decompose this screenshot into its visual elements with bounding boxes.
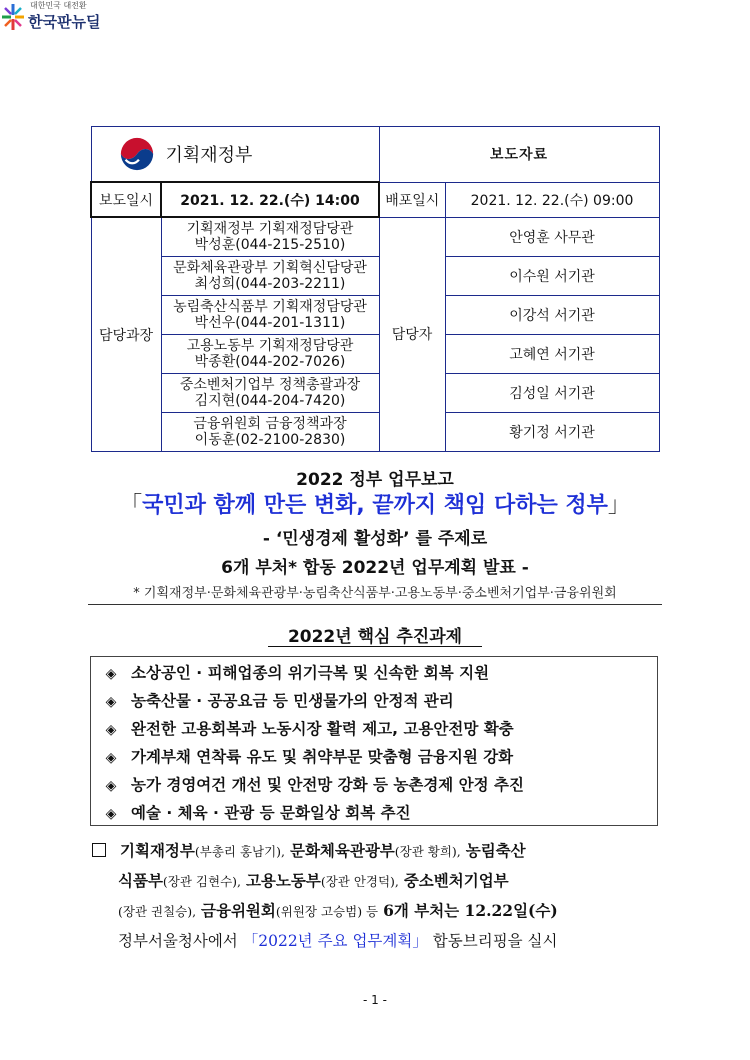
ministry-name: 중소벤처기업부 [403,871,509,890]
divider [88,604,662,605]
task-item [91,799,657,827]
task-text: 농축산물 · 공공요금 등 민생물가의 안정적 관리 [131,692,454,710]
core-tasks-heading: 2022년 핵심 추진과제 [287,627,463,647]
ministry-name: 기획재정부 [120,841,195,860]
plan-title-highlight: 「2022년 주요 업무계획」 [242,932,428,950]
minister-note: (부총리 홍남기), [194,844,286,859]
contact-dept-cell [161,296,379,335]
contact-person: 이수원 서기관 [445,257,659,296]
press-info-table [90,126,660,452]
logo-tagline: 대한민국 대전환 [30,1,87,10]
briefing-text: 합동브리핑을 실시 [432,932,558,950]
diamond-bullet-icon: ◈ [105,750,117,766]
task-item [91,687,657,715]
dept-head: 박선우(044-201-1311) [194,315,346,331]
slogan-text: 국민과 함께 만든 변화, 끝까지 책임 다하는 정부 [142,493,608,518]
ministry-name: 식품부 [118,871,163,890]
venue-text: 정부서울청사에서 [118,932,238,950]
task-item [91,771,657,799]
ministry-header-cell [91,127,379,183]
task-text: 예술 · 체육 · 관광 등 문화일상 회복 추진 [131,804,411,822]
slogan-open-bracket: 「 [120,493,143,518]
report-title: 2022 정부 업무보고 [296,470,454,490]
ministry-name: 금융위원회 [201,901,276,920]
body-paragraph [92,836,668,956]
ministries-footnote: * 기획재정부·문화체육관광부·농림축산식품부·고용노동부·중소벤처기업부·금융위원회 [133,586,617,601]
korean-new-deal-logo [0,0,110,34]
contact-dept-cell [161,217,379,257]
checkbox-bullet-icon [92,843,106,857]
dept-head: 최성희(044-203-2211) [194,276,346,292]
dept-name: 농림축산식품부 기획재정담당관 [173,299,367,315]
paragraph-line-3 [92,896,668,926]
diamond-bullet-icon: ◈ [105,694,117,710]
page-number: - 1 - [363,993,387,1007]
diamond-bullet-icon: ◈ [105,778,117,794]
task-text: 농가 경영여건 개선 및 안전망 강화 등 농촌경제 안정 추진 [131,776,524,794]
distribution-date-value: 2021. 12. 22.(수) 09:00 [445,182,659,217]
dept-head: 박종환(044-202-7026) [194,354,346,370]
diamond-bullet-icon: ◈ [105,666,117,682]
dept-name: 문화체육관광부 기획혁신담당관 [173,260,367,276]
ministry-name: 고용노동부 [245,871,321,890]
task-text: 완전한 고용회복과 노동시장 활력 제고, 고용안전망 확충 [131,720,514,738]
dept-head-label: 담당과장 [91,217,161,452]
minister-note: (위원장 고승범) 등 [275,904,379,919]
contact-person: 고혜연 서기관 [445,335,659,374]
contact-person: 황기정 서기관 [445,413,659,452]
contact-person: 이강석 서기관 [445,296,659,335]
release-date-label: 보도일시 [91,182,161,217]
contact-dept-cell [161,257,379,296]
dept-name: 고용노동부 기획재정담당관 [186,338,354,354]
distribution-date-label: 배포일시 [379,182,445,217]
subtitle-line-2: 6개 부처* 합동 2022년 업무계획 발표 - [221,558,529,578]
ministry-name: 기획재정부 [165,145,253,166]
paragraph-line-2 [92,866,668,896]
doc-type-title: 보도자료 [379,127,659,183]
task-item [91,743,657,771]
dept-name: 중소벤처기업부 정책총괄과장 [179,377,361,393]
task-text: 소상공인 · 피해업종의 위기극복 및 신속한 회복 지원 [131,664,490,682]
minister-note: (장관 권칠승), [118,904,197,919]
task-text: 가계부채 연착륙 유도 및 취약부문 맞춤형 금융지원 강화 [131,748,514,766]
diamond-bullet-icon: ◈ [105,806,117,822]
paragraph-line-4 [92,926,668,956]
new-deal-star-icon [0,2,26,32]
task-item [91,659,657,687]
ministry-name: 문화체육관광부 [289,841,395,860]
task-item [91,715,657,743]
contact-dept-cell [161,335,379,374]
core-tasks-box [90,656,658,826]
dept-name: 기획재정부 기획재정담당관 [186,221,354,237]
slogan [0,488,750,519]
slogan-close-bracket: 」 [607,493,630,518]
minister-note: (장관 김현수), [162,874,241,889]
contact-person: 김성일 서기관 [445,374,659,413]
briefing-summary: 6개 부처는 12.22일(수) [383,901,558,920]
ministry-name: 농림축산 [465,841,526,860]
diamond-bullet-icon: ◈ [105,722,117,738]
dept-name: 금융위원회 금융정책과장 [193,416,347,432]
person-label: 담당자 [379,217,445,452]
subtitle-line-1: - ‘민생경제 활성화’ 를 주제로 [262,529,488,549]
contact-dept-cell [161,374,379,413]
release-date-value: 2021. 12. 22.(수) 14:00 [161,182,379,217]
heading-underline [268,646,482,647]
dept-head: 김지현(044-204-7420) [194,393,346,409]
paragraph-line-1 [92,836,668,866]
government-emblem-icon [118,135,156,173]
contact-dept-cell [161,413,379,452]
dept-head: 이동훈(02-2100-2830) [194,432,346,448]
minister-note: (장관 황희), [394,844,461,859]
dept-head: 박성훈(044-215-2510) [194,237,346,253]
minister-note: (장관 안경덕), [320,874,399,889]
logo-title: 한국판뉴딜 [28,13,101,31]
contact-person: 안영훈 사무관 [445,217,659,257]
